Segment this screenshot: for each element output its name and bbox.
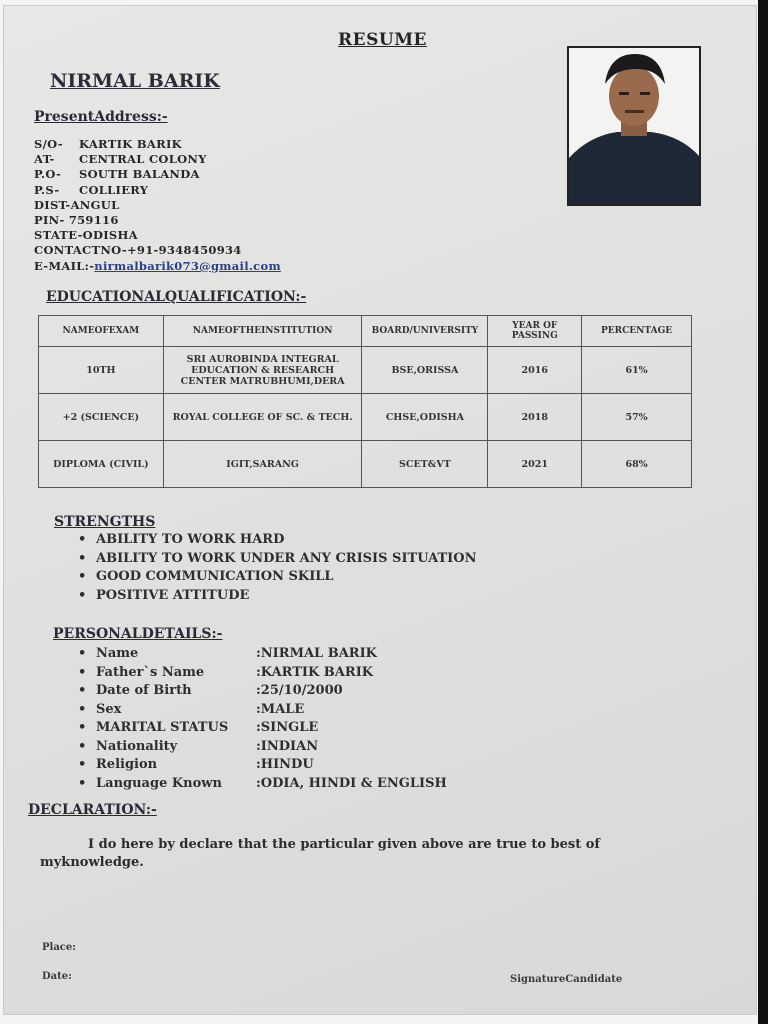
list-item: • ABILITY TO WORK UNDER ANY CRISIS SITUATION bbox=[66, 550, 476, 569]
col-institution: NAMEOFTHEINSTITUTION bbox=[163, 316, 362, 347]
table-row bbox=[39, 347, 692, 394]
address-district: DIST-ANGUL bbox=[34, 197, 120, 212]
list-item bbox=[66, 682, 447, 701]
declaration-heading: DECLARATION:- bbox=[28, 802, 157, 818]
address-key: S/O- bbox=[34, 137, 63, 151]
year-cell: 2016 bbox=[488, 347, 582, 394]
resume-page bbox=[4, 6, 756, 1014]
detail-label: Religion bbox=[96, 757, 158, 772]
col-year: YEAR OF PASSING bbox=[488, 316, 582, 347]
table-row bbox=[39, 441, 692, 488]
institution-cell: IGIT,SARANG bbox=[163, 441, 362, 488]
email-line bbox=[34, 259, 281, 274]
strengths-list bbox=[66, 531, 476, 605]
address-value: KARTIK BARIK bbox=[79, 137, 182, 151]
detail-value: :SINGLE bbox=[256, 720, 319, 735]
percentage-cell: 61% bbox=[582, 347, 692, 394]
list-item: • GOOD COMMUNICATION SKILL bbox=[66, 568, 476, 587]
email-link[interactable]: nirmalbarik073@gmail.com bbox=[94, 258, 281, 273]
detail-label: Name bbox=[96, 646, 139, 661]
detail-value: :MALE bbox=[256, 701, 305, 717]
percentage-cell: 57% bbox=[582, 394, 692, 441]
percentage-cell: 68% bbox=[582, 441, 692, 488]
col-percentage: PERCENTAGE bbox=[582, 316, 692, 347]
detail-label: Date of Birth bbox=[96, 683, 192, 698]
education-heading: EDUCATIONALQUALIFICATION:- bbox=[46, 289, 307, 305]
year-cell: 2018 bbox=[488, 394, 582, 441]
contact-number: CONTACTNO-+91-9348450934 bbox=[34, 243, 242, 258]
board-cell: SCET&VT bbox=[362, 441, 488, 488]
exam-cell: +2 (SCIENCE) bbox=[39, 394, 164, 441]
strengths-heading: STRENGTHS bbox=[54, 514, 156, 530]
list-item: • POSITIVE ATTITUDE bbox=[66, 587, 476, 606]
list-item: • ABILITY TO WORK HARD bbox=[66, 531, 476, 550]
exam-cell: DIPLOMA (CIVIL) bbox=[39, 441, 164, 488]
present-address-heading: PresentAddress:- bbox=[34, 109, 168, 125]
detail-value: :ODIA, HINDI & ENGLISH bbox=[256, 775, 447, 791]
personal-details-list bbox=[66, 645, 447, 793]
address-line bbox=[34, 183, 281, 198]
detail-label: MARITAL STATUS bbox=[96, 720, 229, 735]
page-edge-shadow bbox=[758, 0, 768, 1024]
list-item bbox=[66, 645, 447, 664]
signature-label: SignatureCandidate bbox=[510, 974, 623, 985]
address-key: P.O- bbox=[34, 167, 62, 182]
detail-label: Father`s Name bbox=[96, 664, 205, 680]
address-key: AT- bbox=[34, 152, 55, 167]
detail-label: Language Known bbox=[96, 775, 222, 791]
table-row bbox=[39, 394, 692, 441]
exam-cell: 10TH bbox=[39, 347, 164, 394]
detail-value: :NIRMAL BARIK bbox=[256, 646, 377, 661]
personal-details-heading: PERSONALDETAILS:- bbox=[53, 626, 223, 642]
institution-cell: ROYAL COLLEGE OF SC. & TECH. bbox=[163, 394, 362, 441]
address-line bbox=[34, 167, 281, 182]
list-item bbox=[66, 756, 447, 775]
portrait-photo bbox=[567, 46, 701, 206]
list-item bbox=[66, 738, 447, 757]
col-board: BOARD/UNIVERSITY bbox=[362, 316, 488, 347]
col-exam: NAMEOFEXAM bbox=[39, 316, 164, 347]
declaration-text: I do here by declare that the particular given above are true to best of myknowledge. bbox=[40, 837, 601, 870]
detail-value: :INDIAN bbox=[256, 738, 319, 754]
address-block bbox=[34, 137, 281, 274]
address-line bbox=[34, 137, 281, 152]
date-label: Date: bbox=[42, 971, 72, 982]
detail-value: :KARTIK BARIK bbox=[256, 664, 374, 680]
institution-cell: SRI AUROBINDA INTEGRAL EDUCATION & RESEARCH CENTER MATRUBHUMI,DERA bbox=[163, 347, 362, 394]
board-cell: BSE,ORISSA bbox=[362, 347, 488, 394]
address-key: P.S- bbox=[34, 182, 60, 197]
portrait-photo-icon bbox=[569, 48, 699, 204]
address-value: SOUTH BALANDA bbox=[79, 167, 200, 182]
list-item bbox=[66, 701, 447, 720]
detail-value: :25/10/2000 bbox=[256, 683, 343, 698]
address-value: CENTRAL COLONY bbox=[79, 152, 207, 167]
list-item bbox=[66, 664, 447, 683]
education-table bbox=[38, 315, 692, 488]
detail-label: Sex bbox=[96, 701, 122, 717]
email-label: E-MAIL:- bbox=[34, 258, 95, 273]
address-value: COLLIERY bbox=[79, 182, 149, 197]
list-item bbox=[66, 775, 447, 794]
place-label: Place: bbox=[42, 942, 76, 953]
detail-value: :HINDU bbox=[256, 757, 314, 772]
table-header-row bbox=[39, 316, 692, 347]
address-pin: PIN- 759116 bbox=[34, 213, 119, 228]
candidate-name: NIRMAL BARIK bbox=[50, 70, 220, 92]
year-cell: 2021 bbox=[488, 441, 582, 488]
board-cell: CHSE,ODISHA bbox=[362, 394, 488, 441]
list-item bbox=[66, 719, 447, 738]
address-line bbox=[34, 152, 281, 167]
detail-label: Nationality bbox=[96, 738, 178, 754]
resume-title: RESUME bbox=[338, 30, 427, 50]
address-state: STATE-ODISHA bbox=[34, 228, 138, 243]
